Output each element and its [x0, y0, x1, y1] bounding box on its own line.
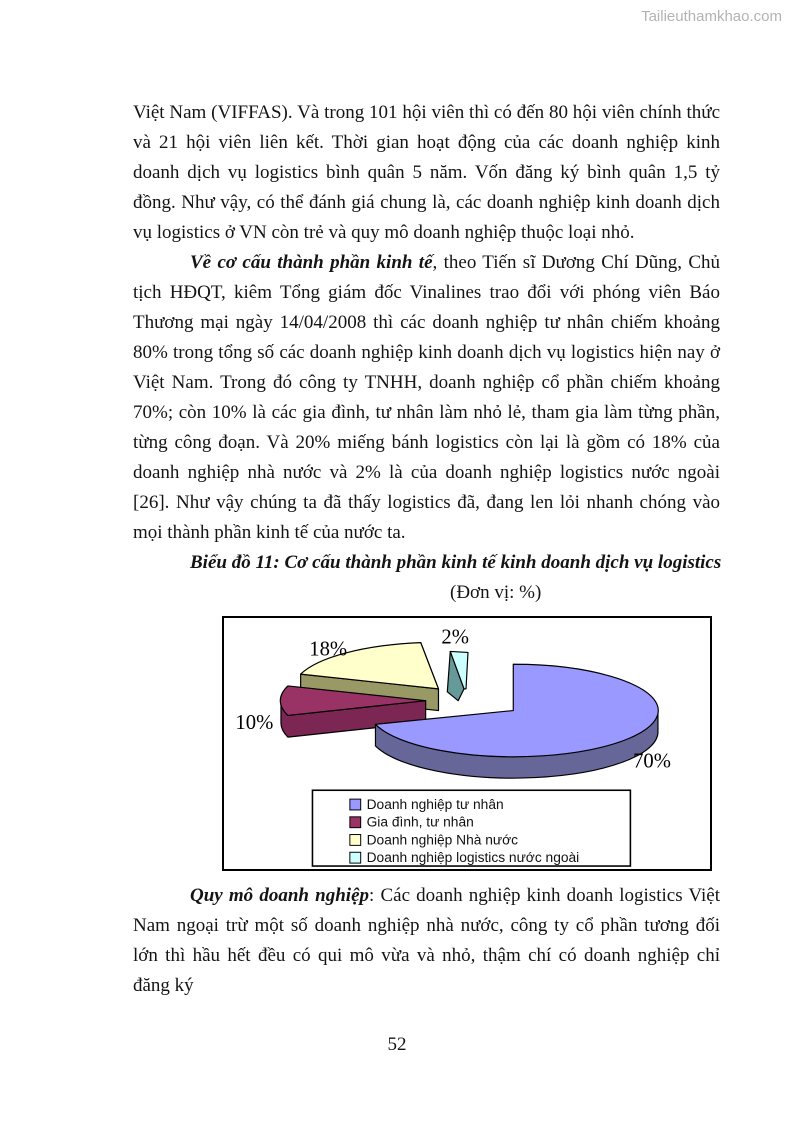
watermark: Tailieuthamkhao.com	[641, 8, 782, 25]
chart-unit-label: (Đơn vị: %)	[450, 582, 542, 603]
page-number: 52	[387, 1034, 407, 1055]
pie-chart-svg	[224, 618, 710, 869]
legend-swatch-4	[350, 852, 361, 863]
pie-label-10: 10%	[235, 712, 274, 735]
legend-swatch-1	[350, 799, 361, 810]
pie-label-2: 2%	[441, 626, 469, 649]
paragraph-3-lead: Quy mô doanh nghiệp	[190, 885, 370, 906]
legend-swatch-2	[350, 817, 361, 828]
legend-label-2: Gia đình, tư nhân	[366, 814, 474, 830]
paragraph-3	[133, 881, 720, 1001]
paragraph-1-text: Việt Nam (VIFFAS). Và trong 101 hội viên thì có đến 80 hội viên chính thức và 21 hội viên liên kết. Thời gian hoạt động của các doanh nghiệp kinh doanh dịch vụ logistics bình quân 5 năm. Vốn đăng ký bình quân 1,5 tỷ đồng. Như vậy, có thể đánh giá chung là, các doanh nghiệp kinh doanh dịch vụ logistics ở VN còn trẻ và quy mô doanh nghiệp thuộc loại nhỏ.	[133, 102, 720, 243]
paragraph-3-text: : Các doanh nghiệp kinh doanh logistics Việt Nam ngoại trừ một số doanh nghiệp nhà nước, công ty cổ phần tương đối lớn thì hầu hết đều có qui mô vừa và nhỏ, thậm chí có doanh nghiệp chỉ đăng ký	[133, 885, 720, 996]
text-column	[133, 98, 720, 1001]
chart-title: Biểu đồ 11: Cơ cấu thành phần kinh tế kinh doanh dịch vụ logistics	[190, 552, 722, 573]
legend-swatch-3	[350, 835, 361, 846]
pie-chart-frame	[222, 616, 712, 871]
legend-label-4: Doanh nghiệp logistics nước ngoài	[366, 850, 580, 866]
paragraph-1	[133, 98, 720, 248]
paragraph-2	[133, 248, 720, 548]
legend-label-1: Doanh nghiệp tư nhân	[366, 796, 504, 812]
paragraph-2-text: , theo Tiến sĩ Dương Chí Dũng, Chủ tịch HĐQT, kiêm Tổng giám đốc Vinalines trao đổi với phóng viên Báo Thương mại ngày 14/04/2008 thì các doanh nghiệp tư nhân chiếm khoảng 80% trong tổng số các doanh nghiệp kinh doanh dịch vụ logistics hiện nay ở Việt Nam. Trong đó công ty TNHH, doanh nghiệp cổ phần chiếm khoảng 70%; còn 10% là các gia đình, tư nhân làm nhỏ lẻ, tham gia làm từng phần, từng công đoạn. Và 20% miếng bánh logistics còn lại là gồm có 18% của doanh nghiệp nhà nước và 2% là của doanh nghiệp logistics nước ngoài [26]. Như vậy chúng ta đã thấy logistics đã, đang len lỏi nhanh chóng vào mọi thành phần kinh tế của nước ta.	[133, 252, 720, 543]
paragraph-2-lead: Về cơ cấu thành phần kinh tế	[190, 252, 433, 273]
legend-label-3: Doanh nghiệp Nhà nước	[366, 832, 519, 848]
pie-label-18: 18%	[309, 638, 348, 661]
pie-label-70: 70%	[633, 750, 671, 773]
